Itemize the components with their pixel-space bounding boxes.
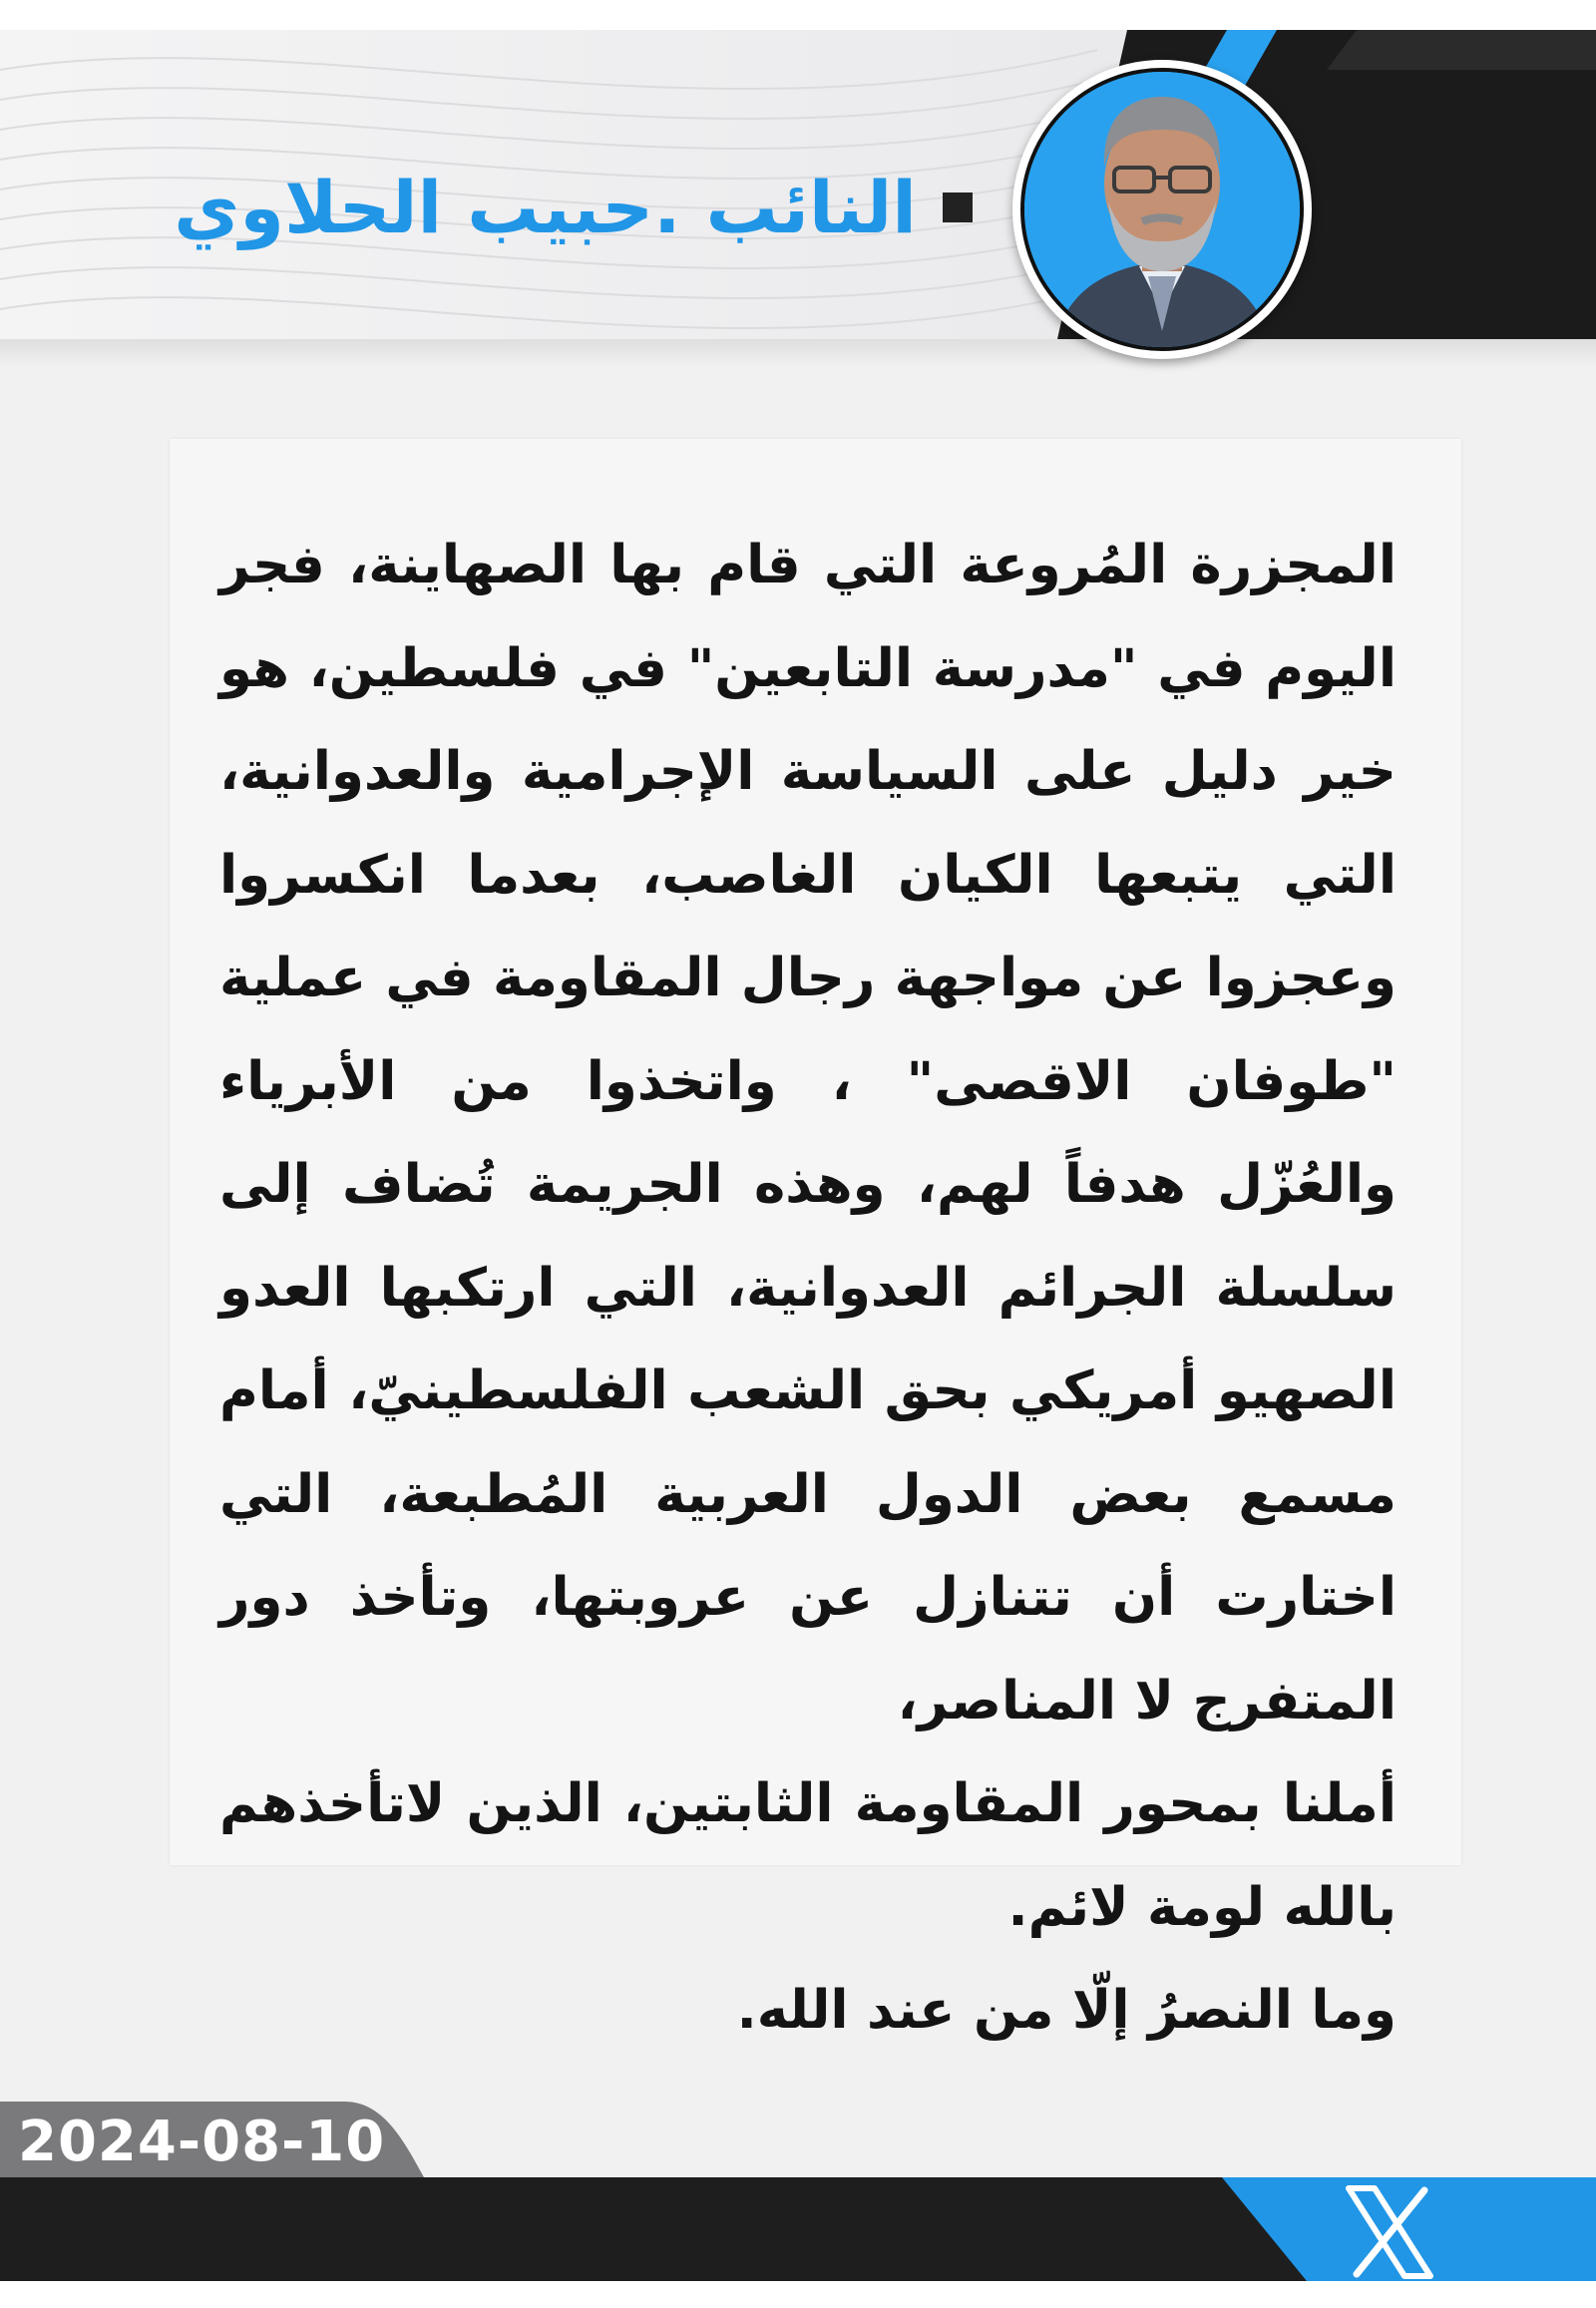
- page-title-row: [174, 158, 973, 257]
- portrait-photo-icon: [1020, 68, 1304, 351]
- date-label: 2024-08-10: [18, 2110, 386, 2174]
- square-bullet-icon: [943, 192, 973, 222]
- header-shadow: [0, 339, 1596, 367]
- statement-body: [219, 514, 1396, 2063]
- top-margin: [0, 0, 1596, 30]
- page-title: النائب .حبيب الحلاوي: [174, 166, 917, 249]
- statement-closing: وما النصرُ إلّا من عند الله.: [736, 1980, 1396, 2041]
- x-logo-icon: [1345, 2184, 1434, 2280]
- avatar: [1012, 60, 1312, 359]
- statement-paragraph: المجزرة المُروعة التي قام بها الصهاينة، فجر اليوم في "مدرسة التابعين" في فلسطين، هو خير دليل على السياسة الإجرامية والعدوانية، التي يتبعها الكيان الغاصب، بعدما انكسروا وعجزوا عن مواجهة رجال المقاومة في عملية "طوفان الاقصى" ، واتخذوا من الأبرياء والعُزّل هدفاً لهم، وهذه الجريمة تُضاف إلى سلسلة الجرائم العدوانية، التي ارتكبها العدو الصهيو أمريكي بحق الشعب الفلسطينيّ، أمام مسمع بعض الدول العربية المُطبعة، التي اختارت أن تتنازل عن عروبتها، وتأخذ دور المتفرج لا المناصر،: [219, 535, 1396, 1731]
- statement-paragraph: أملنا بمحور المقاومة الثابتين، الذين لاتأخذهم بالله لومة لائم.: [219, 1773, 1396, 1938]
- bottom-margin: [0, 2281, 1596, 2308]
